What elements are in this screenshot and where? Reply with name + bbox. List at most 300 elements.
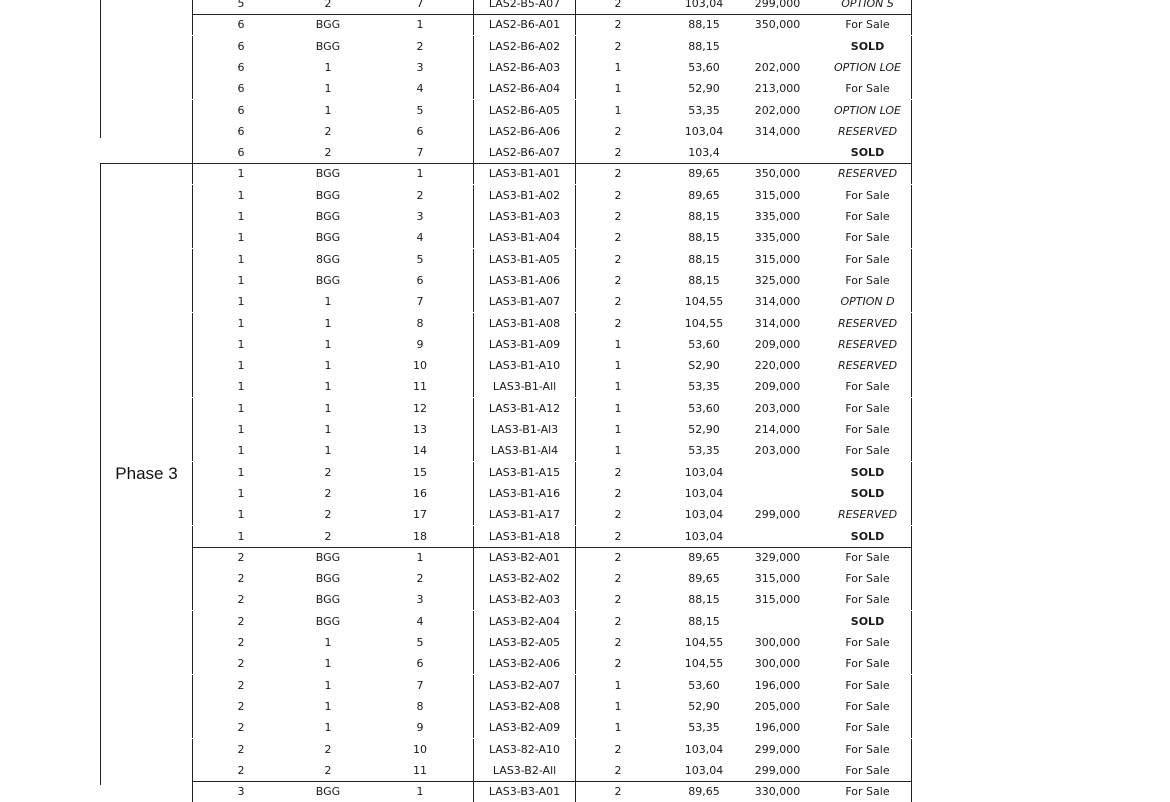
status-cell: For Sale <box>845 657 890 671</box>
table-row <box>192 717 912 738</box>
table-row <box>192 355 912 376</box>
unit-code-cell: LAS2-B6-A04 <box>473 78 576 99</box>
area-cell: 53,60 <box>688 401 720 415</box>
area-cell: 103,4 <box>688 146 720 160</box>
unit-cell: 18 <box>413 529 427 543</box>
table-row <box>192 675 912 696</box>
status-cell: For Sale <box>845 82 890 96</box>
block-cell: 1 <box>237 231 245 245</box>
level-cell: 2 <box>324 508 332 522</box>
unit-cell: 2 <box>416 188 424 202</box>
table-row <box>192 121 912 142</box>
bedrooms-cell: 1 <box>614 401 622 415</box>
area-cell: 52,90 <box>688 82 720 96</box>
area-cell: 103,04 <box>684 465 724 479</box>
bedrooms-cell: 2 <box>614 273 622 287</box>
level-cell: 1 <box>324 82 332 96</box>
level-cell: 1 <box>324 103 332 117</box>
price-cell: 314,000 <box>754 124 801 138</box>
area-cell: 103,04 <box>684 763 724 777</box>
level-cell: BGG <box>315 785 341 799</box>
unit-code-cell: LAS2-B6-A03 <box>473 57 576 78</box>
block-cell: 1 <box>237 295 245 309</box>
phase-3-cell <box>100 163 192 785</box>
status-cell: SOLD <box>850 614 885 628</box>
unit-code-cell: LAS3-B1-All <box>473 376 576 397</box>
unit-code-cell: LAS3-B2-A09 <box>473 717 576 738</box>
status-cell: OPTION LOE <box>833 103 902 117</box>
table-row <box>192 632 912 653</box>
price-cell: 299,000 <box>754 763 801 777</box>
area-cell: 52,90 <box>688 423 720 436</box>
level-cell: 1 <box>324 295 332 309</box>
level-cell: 1 <box>324 699 332 713</box>
level-cell: BGG <box>315 39 341 53</box>
unit-cell: 1 <box>416 167 424 181</box>
unit-code-cell: LAS2-B6-A02 <box>473 36 576 57</box>
status-cell: For Sale <box>845 678 890 692</box>
price-cell: 314,000 <box>754 316 801 330</box>
unit-code-cell: LAS3-B1-A05 <box>473 249 576 270</box>
block-cell: 2 <box>237 721 245 735</box>
unit-cell: 4 <box>416 82 424 96</box>
unit-code-cell: LAS2-B6-A05 <box>473 100 576 121</box>
price-cell <box>733 36 822 57</box>
table-row <box>192 206 912 227</box>
level-cell: 1 <box>324 678 332 692</box>
unit-code-cell: LAS2-B6-A01 <box>473 14 576 35</box>
bedrooms-cell: 1 <box>614 337 622 351</box>
area-cell: 88,15 <box>688 252 720 266</box>
bedrooms-cell: 1 <box>614 359 622 373</box>
bedrooms-cell: 2 <box>614 316 622 330</box>
price-cell: 209,000 <box>754 380 801 394</box>
block-divider <box>192 781 912 782</box>
bedrooms-cell: 2 <box>614 636 622 649</box>
status-cell: For Sale <box>845 210 890 223</box>
price-cell: 315,000 <box>754 188 801 202</box>
bedrooms-cell: 1 <box>614 444 622 458</box>
unit-cell: 8 <box>416 699 424 713</box>
unit-cell: 5 <box>416 636 424 649</box>
block-cell: 1 <box>237 529 245 543</box>
level-cell: BGG <box>315 550 341 564</box>
table-row <box>192 163 912 184</box>
unit-code-cell: LAS2-B6-A07 <box>473 142 576 163</box>
area-cell: 53,60 <box>688 60 720 74</box>
price-cell: 202,000 <box>754 60 801 74</box>
status-cell: RESERVED <box>837 337 898 351</box>
block-cell: 2 <box>237 678 245 692</box>
price-cell: 350,000 <box>754 167 801 181</box>
block-cell: 1 <box>237 252 245 266</box>
unit-code-cell: LAS3-B2-A04 <box>473 611 576 632</box>
table-row <box>192 547 912 568</box>
area-cell: 52,90 <box>688 699 720 713</box>
level-cell: BGG <box>315 188 341 202</box>
level-cell: 2 <box>324 124 332 138</box>
phase-3-label: Phase 3 <box>115 464 178 484</box>
status-cell: OPTION LOE <box>833 60 902 74</box>
table-row <box>192 781 912 802</box>
bedrooms-cell: 2 <box>614 763 622 777</box>
price-cell: 209,000 <box>754 337 801 351</box>
area-cell: 53,60 <box>688 337 720 351</box>
table-row <box>192 398 912 419</box>
table-row <box>192 78 912 99</box>
bedrooms-cell: 2 <box>614 146 622 160</box>
block-cell: 6 <box>237 18 245 32</box>
unit-cell: 4 <box>416 231 424 245</box>
price-cell: 335,000 <box>754 231 801 245</box>
block-cell: 2 <box>237 657 245 671</box>
unit-cell: 1 <box>416 550 424 564</box>
unit-code-cell: LAS3-B2-A05 <box>473 632 576 653</box>
block-cell: 6 <box>237 103 245 117</box>
block-cell: 1 <box>237 444 245 458</box>
status-cell: For Sale <box>845 273 890 287</box>
level-cell: 1 <box>324 401 332 415</box>
price-cell: 299,000 <box>754 508 801 522</box>
status-cell: RESERVED <box>837 359 898 373</box>
area-cell: 89,65 <box>688 188 720 202</box>
block-cell: 6 <box>237 124 245 138</box>
block-cell: 1 <box>237 167 245 181</box>
status-cell: For Sale <box>845 188 890 202</box>
block-cell: 2 <box>237 699 245 713</box>
unit-code-cell: LAS3-B1-A18 <box>473 526 576 547</box>
area-cell: 103,04 <box>684 742 724 756</box>
price-cell: 220,000 <box>754 359 801 373</box>
unit-code-cell: LAS3-B1-A07 <box>473 291 576 312</box>
price-cell: 299,000 <box>754 0 801 10</box>
price-cell: 203,000 <box>754 401 801 415</box>
price-cell: 300,000 <box>754 636 801 649</box>
unit-cell: 10 <box>413 359 427 373</box>
bedrooms-cell: 2 <box>614 572 622 586</box>
status-cell: For Sale <box>845 401 890 415</box>
table-row <box>192 462 912 483</box>
table-row <box>192 376 912 397</box>
area-cell: 88,15 <box>688 18 720 32</box>
table-row <box>192 611 912 632</box>
status-cell: SOLD <box>850 146 885 160</box>
unit-cell: 1 <box>416 785 424 799</box>
unit-cell: 7 <box>416 146 424 160</box>
area-cell: 53,35 <box>688 444 720 458</box>
unit-cell: 6 <box>416 657 424 671</box>
unit-cell: 3 <box>416 210 424 223</box>
level-cell: 2 <box>324 486 332 500</box>
block-cell: 6 <box>237 146 245 160</box>
bedrooms-cell: 1 <box>614 82 622 96</box>
unit-cell: 13 <box>413 423 427 436</box>
area-cell: S2,90 <box>688 359 720 373</box>
unit-cell: 7 <box>416 678 424 692</box>
unit-code-cell: LAS2-B5-A07 <box>473 0 576 14</box>
level-cell: 1 <box>324 316 332 330</box>
level-cell: 8GG <box>315 252 341 266</box>
table-row <box>192 653 912 674</box>
bedrooms-cell: 1 <box>614 103 622 117</box>
level-cell: 1 <box>324 60 332 74</box>
block-cell: 1 <box>237 486 245 500</box>
table-row <box>192 739 912 760</box>
bedrooms-cell: 2 <box>614 0 622 10</box>
unit-cell: 6 <box>416 124 424 138</box>
unit-cell: 17 <box>413 508 427 522</box>
unit-cell: 2 <box>416 572 424 586</box>
bedrooms-cell: 2 <box>614 614 622 628</box>
status-cell: For Sale <box>845 423 890 436</box>
area-cell: 53,35 <box>688 721 720 735</box>
table-row <box>192 36 912 57</box>
unit-code-cell: LAS3-B2-A03 <box>473 589 576 610</box>
table-row <box>192 440 912 461</box>
level-cell: 1 <box>324 636 332 649</box>
table-row <box>192 334 912 355</box>
status-cell: For Sale <box>845 699 890 713</box>
level-cell: 1 <box>324 657 332 671</box>
status-cell: For Sale <box>845 18 890 32</box>
level-cell: BGG <box>315 593 341 607</box>
area-cell: 103,04 <box>684 124 724 138</box>
level-cell: 1 <box>324 337 332 351</box>
bedrooms-cell: 2 <box>614 550 622 564</box>
area-cell: 88,15 <box>688 273 720 287</box>
area-cell: 53,35 <box>688 103 720 117</box>
bedrooms-cell: 1 <box>614 380 622 394</box>
unit-code-cell: LAS3-B2-A06 <box>473 653 576 674</box>
block-cell: 1 <box>237 508 245 522</box>
unit-code-cell: LAS3-B1-A09 <box>473 334 576 355</box>
unit-code-cell: LAS3-B2-All <box>473 760 576 781</box>
status-cell: For Sale <box>845 763 890 777</box>
table-row <box>192 483 912 504</box>
unit-cell: 15 <box>413 465 427 479</box>
level-cell: BGG <box>315 210 341 223</box>
table-row <box>192 313 912 334</box>
bedrooms-cell: 2 <box>614 657 622 671</box>
area-cell: 53,60 <box>688 678 720 692</box>
bedrooms-cell: 2 <box>614 231 622 245</box>
unit-code-cell: LAS3-B2-A02 <box>473 568 576 589</box>
area-cell: 104,55 <box>684 295 724 309</box>
unit-cell: 3 <box>416 593 424 607</box>
block-cell: 1 <box>237 401 245 415</box>
level-cell: BGG <box>315 167 341 181</box>
price-cell <box>733 462 822 483</box>
block-cell: 1 <box>237 359 245 373</box>
table-row <box>192 14 912 35</box>
block-cell: 1 <box>237 316 245 330</box>
level-cell: 1 <box>324 380 332 394</box>
area-cell: 88,15 <box>688 593 720 607</box>
bedrooms-cell: 1 <box>614 699 622 713</box>
table-row <box>192 0 912 14</box>
unit-code-cell: LAS3-B1-A17 <box>473 504 576 525</box>
unit-code-cell: LAS3-82-A10 <box>473 739 576 760</box>
table-row <box>192 57 912 78</box>
bedrooms-cell: 2 <box>614 785 622 799</box>
status-cell: For Sale <box>845 742 890 756</box>
unit-cell: 14 <box>413 444 427 458</box>
bedrooms-cell: 2 <box>614 593 622 607</box>
area-cell: 103,04 <box>684 529 724 543</box>
price-cell: 335,000 <box>754 210 801 223</box>
unit-cell: 9 <box>416 721 424 735</box>
level-cell: BGG <box>315 231 341 245</box>
price-cell: 205,000 <box>754 699 801 713</box>
price-cell: 315,000 <box>754 593 801 607</box>
area-cell: 104,55 <box>684 316 724 330</box>
unit-code-cell: LAS3-B2-A08 <box>473 696 576 717</box>
area-cell: 89,65 <box>688 550 720 564</box>
area-cell: 53,35 <box>688 380 720 394</box>
phase-divider <box>100 163 912 164</box>
block-cell: 1 <box>237 188 245 202</box>
block-cell: 1 <box>237 337 245 351</box>
status-cell: SOLD <box>850 529 885 543</box>
level-cell: 2 <box>324 742 332 756</box>
price-cell <box>733 483 822 504</box>
unit-cell: 5 <box>416 252 424 266</box>
price-cell <box>733 526 822 547</box>
unit-code-cell: LAS3-B1-A03 <box>473 206 576 227</box>
phase-2-cell <box>100 0 192 138</box>
status-cell: For Sale <box>845 252 890 266</box>
status-cell: For Sale <box>845 721 890 735</box>
area-cell: 103,04 <box>684 508 724 522</box>
block-cell: 2 <box>237 614 245 628</box>
block-cell: 2 <box>237 572 245 586</box>
area-cell: 89,65 <box>688 572 720 586</box>
bedrooms-cell: 1 <box>614 721 622 735</box>
status-cell: For Sale <box>845 550 890 564</box>
level-cell: 1 <box>324 721 332 735</box>
table-row <box>192 270 912 291</box>
price-cell: 214,000 <box>754 423 801 436</box>
price-cell: 314,000 <box>754 295 801 309</box>
table-row <box>192 526 912 547</box>
block-cell: 1 <box>237 465 245 479</box>
area-cell: 103,04 <box>684 0 724 10</box>
status-cell: SOLD <box>850 39 885 53</box>
level-cell: 2 <box>324 0 332 10</box>
area-cell: 89,65 <box>688 167 720 181</box>
price-cell: 202,000 <box>754 103 801 117</box>
unit-cell: 7 <box>416 0 424 10</box>
unit-cell: 4 <box>416 614 424 628</box>
bedrooms-cell: 2 <box>614 210 622 223</box>
unit-code-cell: LAS3-B1-A12 <box>473 398 576 419</box>
table-row <box>192 760 912 781</box>
block-cell: 1 <box>237 380 245 394</box>
status-cell: SOLD <box>850 486 885 500</box>
bedrooms-cell: 2 <box>614 167 622 181</box>
unit-cell: 7 <box>416 295 424 309</box>
unit-cell: 6 <box>416 273 424 287</box>
table-row <box>192 504 912 525</box>
price-cell: 329,000 <box>754 550 801 564</box>
price-cell: 203,000 <box>754 444 801 458</box>
bedrooms-cell: 2 <box>614 39 622 53</box>
status-cell: For Sale <box>845 231 890 245</box>
block-cell: 2 <box>237 763 245 777</box>
status-cell: RESERVED <box>837 316 898 330</box>
price-cell: 315,000 <box>754 252 801 266</box>
level-cell: BGG <box>315 273 341 287</box>
price-cell: 315,000 <box>754 572 801 586</box>
status-cell: OPTION S <box>841 0 894 10</box>
bedrooms-cell: 1 <box>614 678 622 692</box>
price-cell: 300,000 <box>754 657 801 671</box>
block-cell: 3 <box>237 785 245 799</box>
table-row <box>192 568 912 589</box>
bedrooms-cell: 2 <box>614 252 622 266</box>
unit-code-cell: LAS3-B1-A01 <box>473 163 576 184</box>
unit-code-cell: LAS2-B6-A06 <box>473 121 576 142</box>
bedrooms-cell: 2 <box>614 18 622 32</box>
level-cell: BGG <box>315 572 341 586</box>
block-cell: 1 <box>237 423 245 436</box>
table-row <box>192 100 912 121</box>
bedrooms-cell: 1 <box>614 423 622 436</box>
price-cell: 196,000 <box>754 721 801 735</box>
block-divider <box>192 14 912 15</box>
unit-cell: 8 <box>416 316 424 330</box>
status-cell: For Sale <box>845 572 890 586</box>
level-cell: 2 <box>324 529 332 543</box>
bedrooms-cell: 2 <box>614 742 622 756</box>
unit-code-cell: LAS3-B1-Al3 <box>473 419 576 440</box>
status-cell: SOLD <box>850 465 885 479</box>
unit-cell: 9 <box>416 337 424 351</box>
unit-cell: 11 <box>413 380 427 394</box>
area-cell: 89,65 <box>688 785 720 799</box>
unit-cell: 3 <box>416 60 424 74</box>
price-cell: 213,000 <box>754 82 801 96</box>
unit-code-cell: LAS3-B1-A04 <box>473 227 576 248</box>
block-cell: 6 <box>237 39 245 53</box>
unit-code-cell: LAS3-B1-A06 <box>473 270 576 291</box>
level-cell: 1 <box>324 359 332 373</box>
block-cell: 1 <box>237 210 245 223</box>
table-row <box>192 227 912 248</box>
unit-code-cell: LAS3-B1-A16 <box>473 483 576 504</box>
block-divider <box>192 547 912 548</box>
area-cell: 103,04 <box>684 486 724 500</box>
price-cell <box>733 611 822 632</box>
price-cell <box>733 142 822 163</box>
price-cell: 196,000 <box>754 678 801 692</box>
table-row <box>192 185 912 206</box>
block-cell: 2 <box>237 636 245 649</box>
unit-cell: 2 <box>416 39 424 53</box>
bedrooms-cell: 2 <box>614 188 622 202</box>
unit-cell: 1 <box>416 18 424 32</box>
bedrooms-cell: 2 <box>614 529 622 543</box>
price-cell: 299,000 <box>754 742 801 756</box>
area-cell: 88,15 <box>688 39 720 53</box>
unit-cell: 5 <box>416 103 424 117</box>
status-cell: RESERVED <box>837 167 898 181</box>
block-cell: 6 <box>237 60 245 74</box>
block-cell: 1 <box>237 273 245 287</box>
bedrooms-cell: 2 <box>614 465 622 479</box>
unit-code-cell: LAS3-B1-A08 <box>473 313 576 334</box>
status-cell: For Sale <box>845 636 890 649</box>
